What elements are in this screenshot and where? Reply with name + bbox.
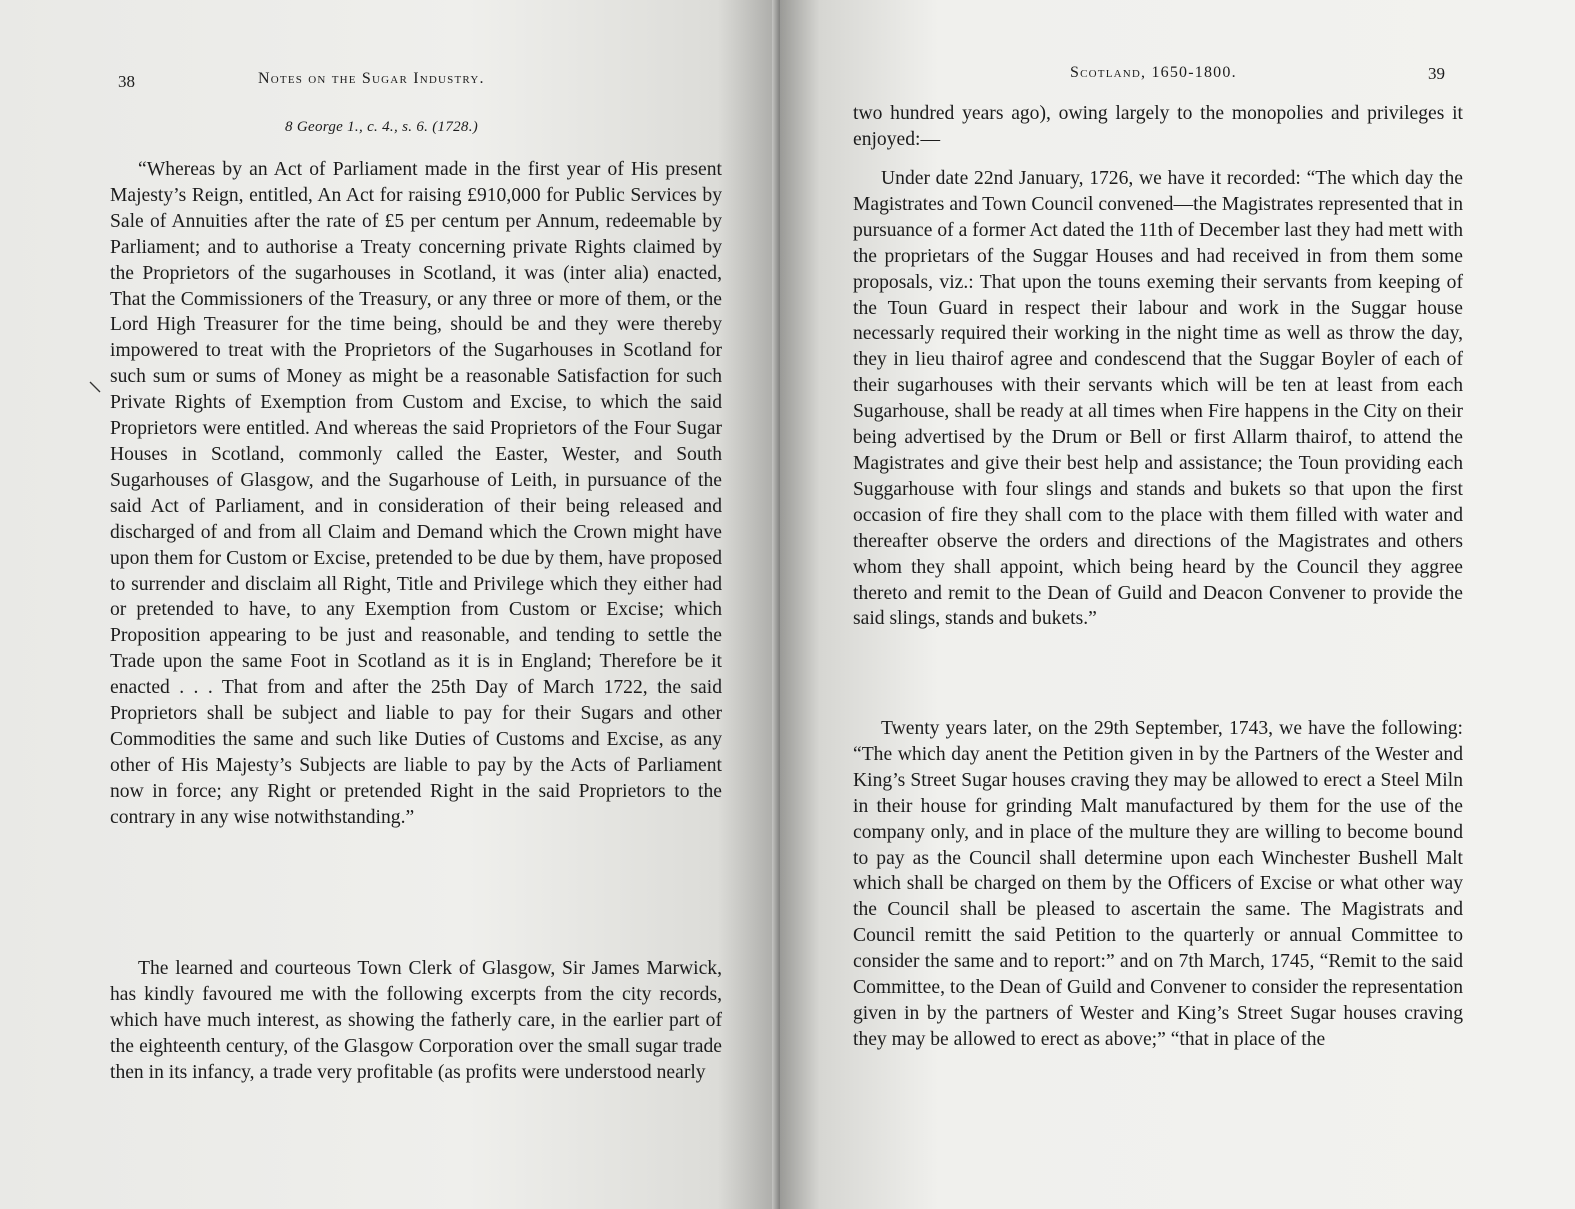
right-page-number: 39 — [1428, 64, 1445, 83]
record-1726-paragraph — [853, 166, 1463, 632]
record-1743-paragraph — [853, 716, 1463, 1053]
statute-citation: 8 George 1., c. 4., s. 6. (1728.) — [285, 119, 479, 135]
left-page-number: 38 — [118, 72, 135, 91]
right-running-head: Scotland, 1650-1800. — [1070, 64, 1237, 81]
left-running-head: Notes on the Sugar Industry. — [258, 70, 485, 87]
body-paragraph: The learned and courteous Town Clerk of Glasgow, Sir James Marwick, has kindly favoured me with the following excerpts from the city records, which have much interest, as showing the fatherly care, in the earlier part of the eighteenth century, of the Glasgow Corporation over the small sugar trade then in its infancy, a trade very profitable (as profits were understood nearly — [110, 958, 722, 1083]
continued-paragraph — [853, 101, 1463, 153]
act-paragraph: “Whereas by an Act of Parliament made in the first year of His present Majesty’s Reign, entitled, An Act for raising £910,000 for Public Services by Sale of Annuities after the rate of £5 per centum per Annum, redeemable by Parliament; and to authorise a Treaty concerning private Rights claimed by the Proprietors of the sugarhouses in Scotland, it was (inter alia) enacted, That the Commissioners of the Treasury, or any three or more of them, or the Lord High Treasurer for the time being, should be and they were thereby impowered to treat with the Proprietors of the Sugarhouses in Scotland for such sum or sums of Money as might be a reasonable Satisfaction for such Private Rights of Exemption from Custom and Excise, to which the said Proprietors were entitled. And whereas the said Proprietors of the Four Sugar Houses in Scotland, commonly called the Easter, Wester, and South Sugarhouses of Glasgow, and the Sugarhouse of Leith, in pursuance of the said Act of Parliament, and in consideration of their being released and discharged of and from all Claim and Demand which the Crown might have upon them for Custom or Excise, pretended to be due by them, have proposed to surrender and disclaim all Right, Title and Privilege which they either had or pretended to have, to any Exemption from Custom or Excise; which Proposition appearing to be just and reasonable, and tending to settle the Trade upon the same Foot in Scotland as it is in England; Therefore be it enacted . . . That from and after the 25th Day of March 1722, the said Proprietors shall be subject and liable to pay for their Sugars and other Commodities the same and such like Duties of Customs and Excise, as any other of His Majesty’s Subjects are liable to pay by the Acts of Parliament now in force; any Right or pretended Right in the said Proprietors to the contrary in any wise notwithstanding.” — [110, 159, 722, 828]
body-paragraph: Under date 22nd January, 1726, we have it recorded: “The which day the Magistrates and Town Council convened—the Magistrates represented that in pursuance of a former Act dated the 11th of December last they had mett with the proprietars of the Suggar Houses and had received in from them some proposals, viz.: That upon the touns exeming their servants from keeping of the Toun Guard in respect their labour and work in the Suggar house necessarly required their working in the night time as well as throw the day, they in lieu thairof agree and condescend that the Suggar Boyler of each of their sugarhouses with their servants which will be ten at least from each Sugarhouse, shall be ready at all times when Fire happens in the City on their being advertised by the Drum or Bell or first Allarm thairof, to attend the Magistrates and give their best help and assistance; the Toun providing each Suggarhouse with four slings and stands and bukets so that upon the first occasion of fire they shall com to the place with them filled with water and thereafter observe the orders and directions of the Magistrates and others whom they shall appoint, which being heard by the Council they aggree thereto and remit to the Dean of Guild and Deacon Convener to provide the said slings, stands and bukets.” — [853, 168, 1463, 630]
body-paragraph: two hundred years ago), owing largely to the monopolies and privileges it enjoyed:— — [853, 103, 1463, 150]
body-paragraph: Twenty years later, on the 29th September, 1743, we have the following: “The which day anent the Petition given in by the Partners of the Wester and King’s Street Sugar houses craving they may be allowed to erect a Steel Miln in their house for grinding Malt manufactured by them for the use of the company only, and in place of the multure they are willing to become bound to pay as the Council shall determine upon each Winchester Bushell Malt which shall be charged on them by the Officers of Excise or what other way the Council shall be pleased to ascertain the same. The Magistrats and Council remitt the said Petition to the quarterly or annual Committee to consider the same and to report:” and on 7th March, 1745, “Remit to the said Committee, to the Dean of Guild and Convener to consider the representation given in by the partners of Wester and King’s Street Sugar houses craving they may be allowed to erect as above;” “that in place of the — [853, 718, 1463, 1050]
town-clerk-paragraph — [110, 956, 722, 1086]
act-quotation — [110, 157, 722, 831]
margin-mark-icon — [88, 378, 104, 394]
left-page — [0, 0, 780, 1209]
